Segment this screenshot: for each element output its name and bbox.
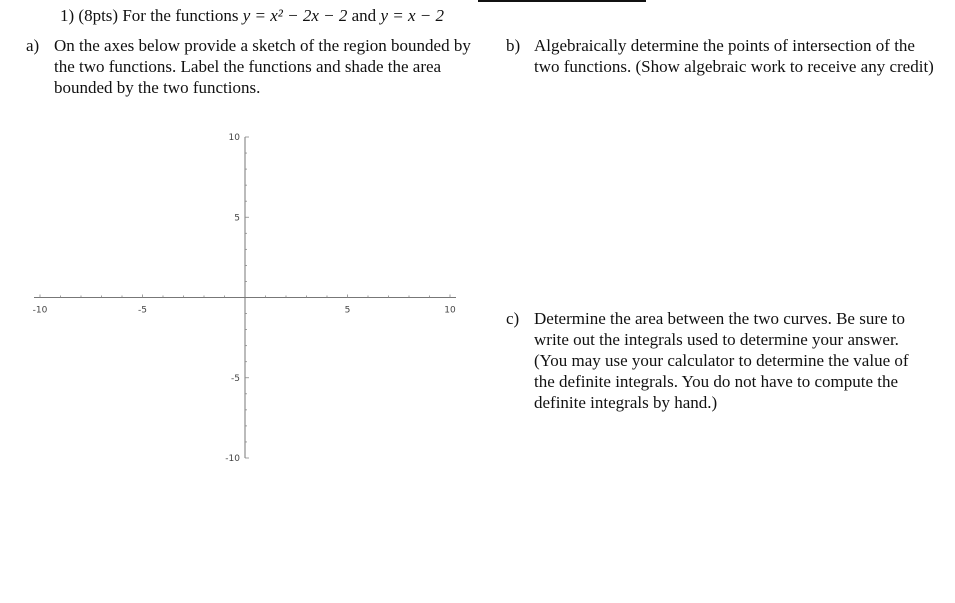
- y-tick-label: -10: [225, 454, 240, 464]
- blank-axes-plot[interactable]: [0, 125, 470, 470]
- conjunction: and: [347, 6, 381, 25]
- x-tick-label: -5: [138, 305, 147, 316]
- part-a-text: On the axes below provide a sketch of the region bounded by the two functions. Label the functions and shade the area bounded by the two functions.: [54, 36, 471, 97]
- x-tick-label: 5: [344, 305, 351, 316]
- top-rule: [478, 0, 646, 2]
- part-b: [506, 35, 946, 101]
- x-tick-label: -10: [32, 305, 48, 316]
- part-c-text: Determine the area between the two curves. Be sure to write out the integrals used to determine your answer. (You may use your calculator to determine the value of the definite integrals. You do not have to compute the definite integrals by hand.): [534, 309, 909, 412]
- part-a-label: a): [26, 36, 40, 55]
- y-tick-label: 5: [234, 213, 240, 224]
- question-number: 1) (8pts) For the functions: [60, 6, 243, 25]
- question-header: [60, 6, 444, 26]
- part-b-text: Algebraically determine the points of intersection of the two functions. (Show algebraic work to receive any credit): [534, 36, 934, 76]
- part-b-label: b): [506, 36, 521, 55]
- y-tick-label: -5: [231, 373, 240, 384]
- function-1: y = x² − 2x − 2: [242, 6, 348, 25]
- x-tick-label: 10: [444, 305, 456, 316]
- part-c-label: c): [506, 309, 520, 328]
- function-2: y = x − 2: [380, 6, 444, 25]
- y-tick-label: 10: [228, 133, 240, 143]
- part-a: [26, 35, 476, 101]
- part-c: [506, 308, 946, 438]
